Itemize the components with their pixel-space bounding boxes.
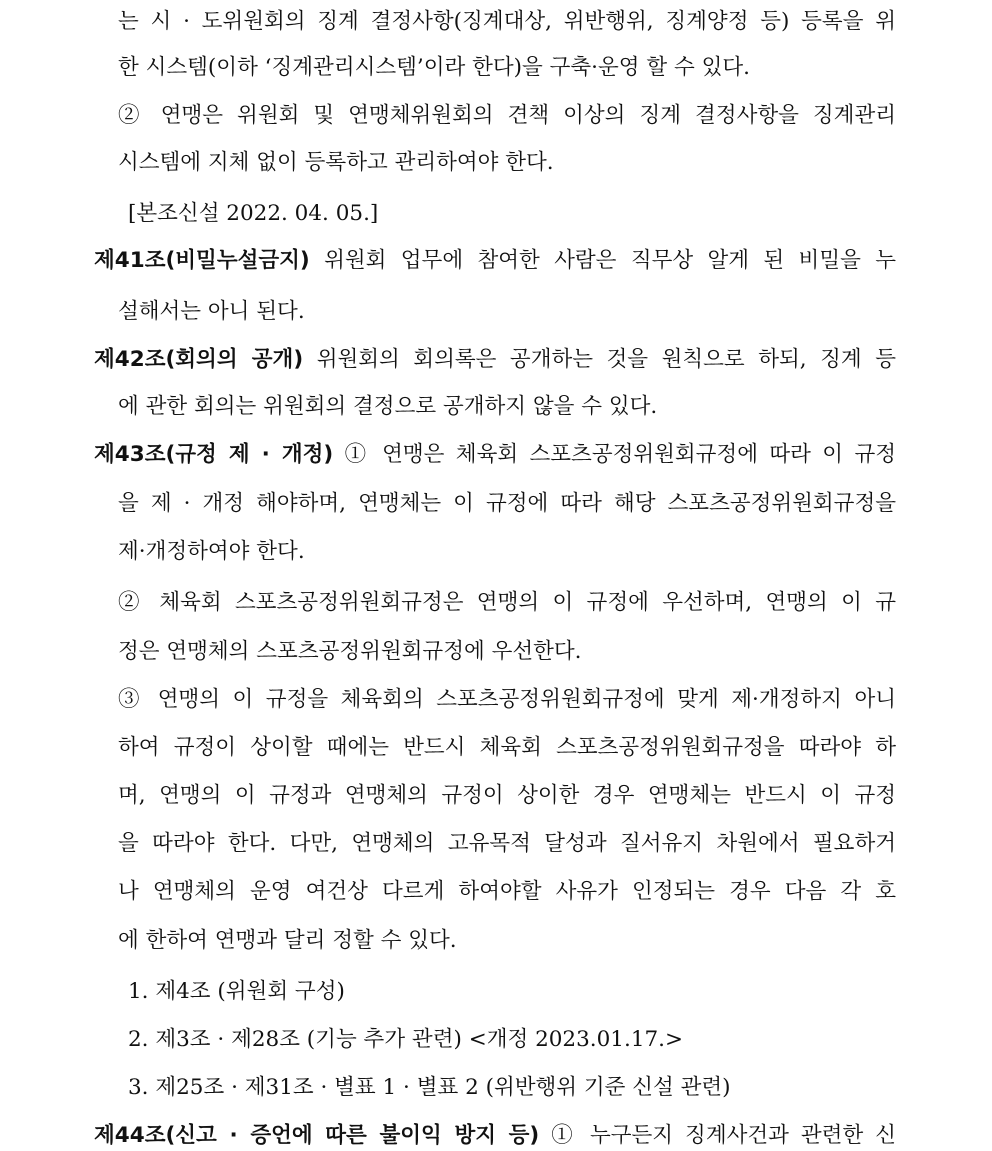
text-line: 에 관한 회의는 위원회의 결정으로 공개하지 않을 수 있다. [118, 394, 658, 419]
article-41 [94, 246, 896, 276]
list-item: 3. 제25조 · 제31조 · 별표 1 · 별표 2 (위반행위 기준 신설 관련) [128, 1075, 731, 1100]
article-text: ① 누구든지 징계사건과 관련한 신 [539, 1123, 897, 1148]
text-line: 정은 연맹체의 스포츠공정위원회규정에 우선한다. [118, 639, 582, 664]
text-line: 을 제 · 개정 해야하며, 연맹체는 이 규정에 따라 해당 스포츠공정위원회규정을 [118, 491, 896, 516]
text-line: ② 체육회 스포츠공정위원회규정은 연맹의 이 규정에 우선하며, 연맹의 이 규 [118, 590, 896, 615]
article-44 [94, 1121, 896, 1151]
article-43 [94, 440, 896, 470]
article-42 [94, 345, 896, 375]
text-line: 제·개정하여야 한다. [118, 539, 305, 564]
text-line: 한 시스템(이하 ‘징계관리시스템’이라 한다)을 구축·운영 할 수 있다. [118, 55, 750, 80]
text-line: 에 한하여 연맹과 달리 정할 수 있다. [118, 928, 457, 953]
text-line: 하여 규정이 상이할 때에는 반드시 체육회 스포츠공정위원회규정을 따라야 하 [118, 735, 896, 760]
article-heading: 제43조(규정 제 · 개정) [94, 442, 334, 467]
article-heading: 제44조(신고 · 증언에 따른 불이익 방지 등) [94, 1123, 540, 1148]
article-heading: 제41조(비밀누설금지) [94, 248, 310, 273]
text-line: 시스템에 지체 없이 등록하고 관리하여야 한다. [118, 150, 554, 175]
list-item: 1. 제4조 (위원회 구성) [128, 979, 345, 1004]
article-text: 위원회 업무에 참여한 사람은 직무상 알게 된 비밀을 누 [309, 248, 896, 273]
article-heading: 제42조(회의의 공개) [94, 347, 304, 372]
text-line: 는 시 · 도위원회의 징계 결정사항(징계대상, 위반행위, 징계양정 등) 등록을 위 [118, 9, 896, 34]
article-text: ① 연맹은 체육회 스포츠공정위원회규정에 따라 이 규정 [333, 442, 896, 467]
text-line: 을 따라야 한다. 다만, 연맹체의 고유목적 달성과 질서유지 차원에서 필요하거 [118, 831, 896, 856]
text-line: [본조신설 2022. 04. 05.] [128, 201, 379, 226]
article-text: 위원회의 회의록은 공개하는 것을 원칙으로 하되, 징계 등 [303, 347, 896, 372]
text-line: 나 연맹체의 운영 여건상 다르게 하여야할 사유가 인정되는 경우 다음 각 호 [118, 879, 896, 904]
text-line: ② 연맹은 위원회 및 연맹체위원회의 견책 이상의 징계 결정사항을 징계관리 [118, 103, 896, 128]
list-item: 2. 제3조 · 제28조 (기능 추가 관련) <개정 2023.01.17.> [128, 1027, 684, 1052]
text-line: 설해서는 아니 된다. [118, 299, 305, 324]
text-line: ③ 연맹의 이 규정을 체육회의 스포츠공정위원회규정에 맞게 제·개정하지 아니 [118, 687, 896, 712]
text-line: 며, 연맹의 이 규정과 연맹체의 규정이 상이한 경우 연맹체는 반드시 이 규정 [118, 783, 896, 808]
